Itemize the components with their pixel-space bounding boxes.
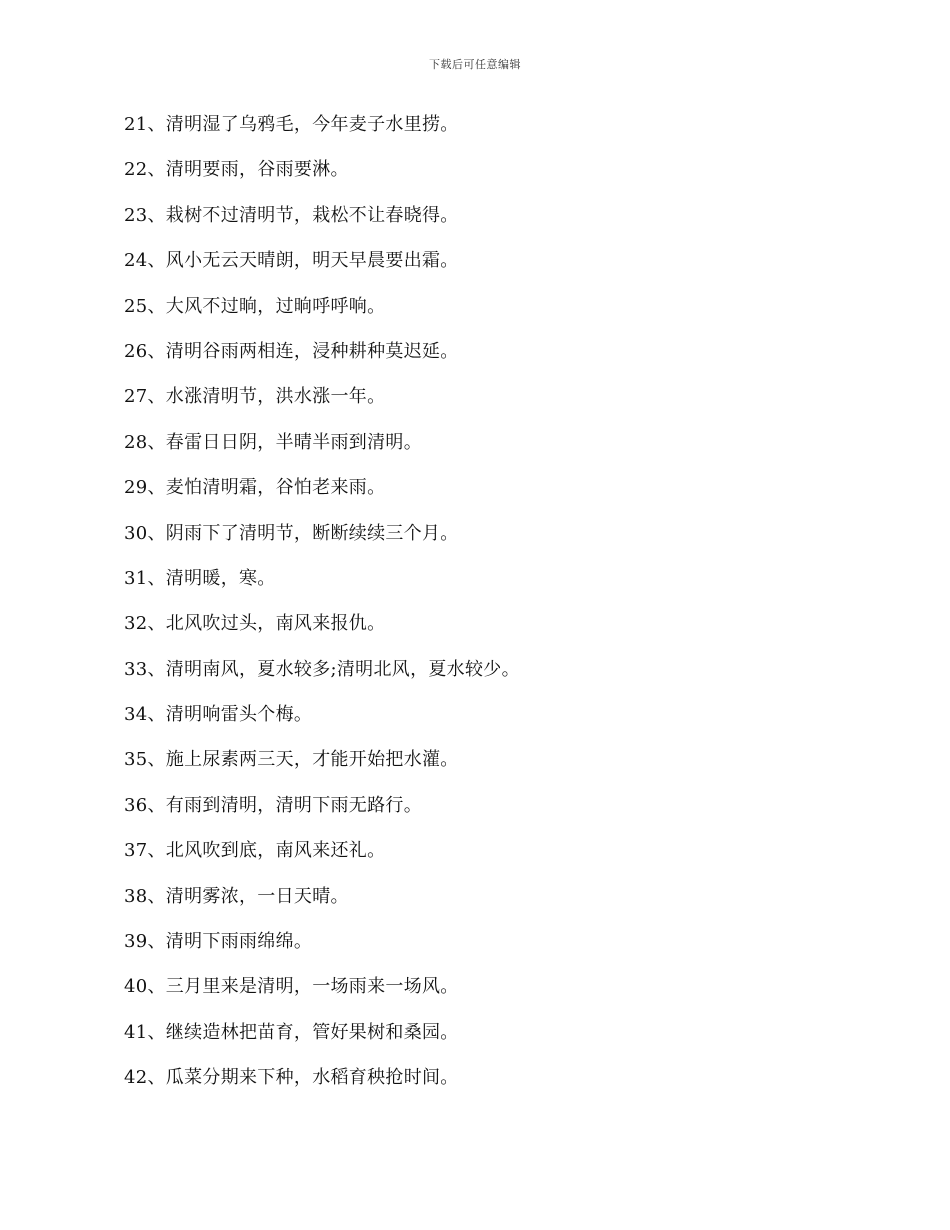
page-header: 下载后可任意编辑 [429, 58, 521, 71]
proverb-item: 40、三月里来是清明，一场雨来一场风。 [124, 976, 459, 998]
proverb-list [124, 110, 520, 1109]
proverb-item: 22、清明要雨，谷雨要淋。 [124, 159, 349, 181]
proverb-item: 24、风小无云天晴朗，明天早晨要出霜。 [124, 250, 459, 272]
proverb-item: 27、水涨清明节，洪水涨一年。 [124, 386, 386, 408]
proverb-item: 35、施上尿素两三天，才能开始把水灌。 [124, 749, 459, 771]
proverb-item: 37、北风吹到底，南风来还礼。 [124, 840, 386, 862]
proverb-item: 33、清明南风，夏水较多;清明北风，夏水较少。 [124, 658, 520, 680]
proverb-item: 32、北风吹过头，南风来报仇。 [124, 613, 386, 635]
proverb-item: 30、阴雨下了清明节，断断续续三个月。 [124, 522, 459, 544]
proverb-item: 31、清明暖，寒。 [124, 567, 276, 589]
proverb-item: 29、麦怕清明霜，谷怕老来雨。 [124, 477, 386, 499]
proverb-item: 21、清明湿了乌鸦毛，今年麦子水里捞。 [124, 114, 459, 135]
proverb-item: 26、清明谷雨两相连，浸种耕种莫迟延。 [124, 340, 459, 362]
proverb-item: 38、清明雾浓，一日天晴。 [124, 885, 349, 907]
proverb-item: 39、清明下雨雨绵绵。 [124, 931, 313, 953]
proverb-item: 41、继续造林把苗育，管好果树和桑园。 [124, 1021, 459, 1043]
proverb-item: 42、瓜菜分期来下种，水稻育秧抢时间。 [124, 1067, 459, 1089]
proverb-item: 25、大风不过晌，过晌呼呼响。 [124, 295, 386, 317]
proverb-item: 28、春雷日日阴，半晴半雨到清明。 [124, 431, 423, 453]
proverb-item: 23、栽树不过清明节，栽松不让春晓得。 [124, 204, 459, 226]
proverb-item: 34、清明响雷头个梅。 [124, 704, 313, 726]
proverb-item: 36、有雨到清明，清明下雨无路行。 [124, 794, 423, 816]
